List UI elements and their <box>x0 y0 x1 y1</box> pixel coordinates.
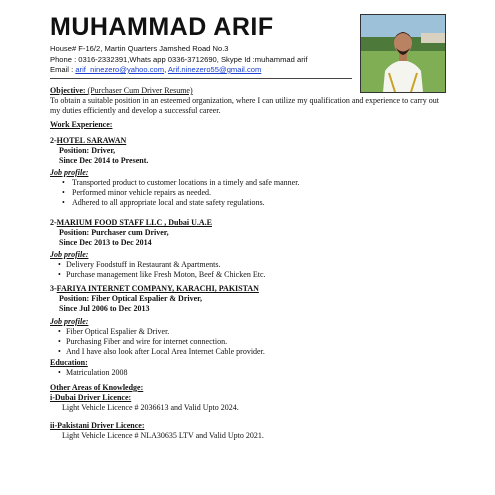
candidate-name: MUHAMMAD ARIF <box>50 13 274 41</box>
job-period: Since Dec 2014 to Present. <box>59 156 149 165</box>
education-item: • Matriculation 2008 <box>50 368 450 378</box>
contact-block <box>50 44 350 76</box>
duty-item: • Delivery Foodstuff in Restaurant & Apartments. <box>50 260 450 270</box>
job-number: 2- <box>50 136 57 145</box>
job-position: Position: Driver, <box>59 146 116 155</box>
job-entry-1 <box>50 136 450 166</box>
profile-photo-image <box>361 15 445 92</box>
email-link-gmail[interactable]: Arif.ninezero55@gmail.com <box>167 65 262 74</box>
company-name: HOTEL SARAWAN <box>56 136 127 145</box>
duty-item: • Purchase management like Fresh Moton, Beef & Chicken Etc. <box>50 270 450 280</box>
duty-item: • Purchasing Fiber and wire for internet connection. <box>50 337 450 347</box>
job-position: Position: Fiber Optical Espalier & Driver, <box>59 294 202 303</box>
work-heading-block <box>50 120 450 130</box>
job-profile-heading: Job profile: <box>50 168 89 177</box>
duty-item: • Transported product to customer locations in a timely and safe manner. <box>50 178 450 188</box>
duty-item: • Performed minor vehicle repairs as needed. <box>50 188 450 198</box>
duties-list <box>50 327 450 357</box>
duty-item: • And I have also look after Local Area Internet Cable provider. <box>50 347 450 357</box>
email-separator: , <box>164 65 168 74</box>
duty-item: • Fiber Optical Espalier & Driver. <box>50 327 450 337</box>
objective-heading: Objective: <box>50 86 86 95</box>
job-position: Position: Purchaser cum Driver, <box>59 228 169 237</box>
licence-detail: Light Vehicle Licence # NLA30635 LTV and Valid Upto 2021. <box>62 431 264 440</box>
company-name: FARIYA INTERNET COMPANY, KARACHI, PAKISTAN <box>56 284 259 293</box>
other-knowledge-section <box>50 383 450 441</box>
job-company <box>50 136 450 146</box>
education-section <box>50 358 450 378</box>
job-profile-heading: Job profile: <box>50 317 89 326</box>
duties-list <box>50 178 450 208</box>
address-line: House# F-16/2, Martin Quarters Jamshed Road No.3 <box>50 44 229 53</box>
job-entry-3 <box>50 284 450 314</box>
objective-section <box>50 86 450 116</box>
job-company <box>50 284 450 294</box>
education-heading: Education: <box>50 358 88 367</box>
job-number: 2- <box>50 218 57 227</box>
job-profile-2 <box>50 250 450 280</box>
email-line <box>50 65 350 76</box>
email-label: Email : <box>50 65 76 74</box>
objective-text: To obtain a suitable position in an esteemed organization, where I can utilize my qualification and experience to carry out my duties efficiently and develop a successful career. <box>50 96 439 115</box>
objective-heading-line <box>50 86 450 96</box>
licence-detail: Light Vehicle Licence # 2036613 and Valid Upto 2024. <box>62 403 239 412</box>
job-number: 3- <box>50 284 57 293</box>
duty-item: • Adhered to all appropriate local and state safety regulations. <box>50 198 450 208</box>
objective-heading-note: (Purchaser Cum Driver Resume) <box>85 86 193 95</box>
job-profile-3 <box>50 317 450 357</box>
job-profile-1 <box>50 168 450 208</box>
header-divider <box>50 78 352 79</box>
other-knowledge-heading: Other Areas of Knowledge: <box>50 383 144 392</box>
licence-title: i-Dubai Driver Licence: <box>50 393 132 402</box>
job-company <box>50 218 450 228</box>
licence-title: ii-Pakistani Driver Licence: <box>50 421 145 430</box>
job-profile-heading: Job profile: <box>50 250 89 259</box>
duties-list <box>50 260 450 280</box>
job-period: Since Dec 2013 to Dec 2014 <box>59 238 152 247</box>
email-link-yahoo[interactable]: arif_ninezero@yahoo.com <box>75 65 165 74</box>
work-experience-heading: Work Experience: <box>50 120 113 129</box>
company-name: MARIUM FOOD STAFF LLC , Dubai U.A.E <box>56 218 213 227</box>
profile-photo <box>360 14 446 93</box>
education-list <box>50 368 450 378</box>
job-entry-2 <box>50 218 450 248</box>
phone-line: Phone : 0316-2332391,Whats app 0336-3712690, Skype Id :muhammad arif <box>50 54 308 64</box>
job-period: Since Jul 2006 to Dec 2013 <box>59 304 150 313</box>
